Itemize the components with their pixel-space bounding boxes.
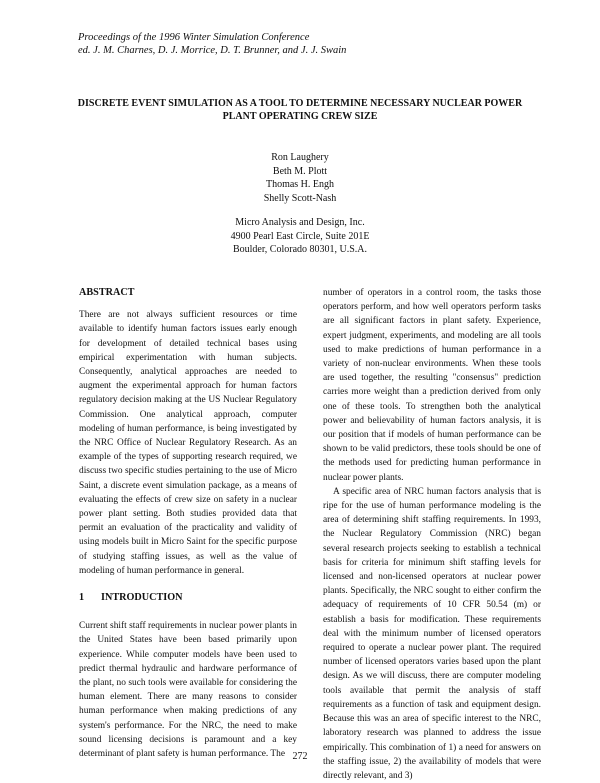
proceedings-editors: ed. J. M. Charnes, D. J. Morrice, D. T. Brunner, and J. J. Swain bbox=[78, 45, 347, 56]
author: Thomas H. Engh bbox=[265, 179, 335, 190]
page-number: 272 bbox=[292, 751, 308, 762]
paper-title-line-2: PLANT OPERATING CREW SIZE bbox=[222, 111, 378, 122]
author: Ron Laughery bbox=[271, 152, 329, 163]
affiliation bbox=[200, 216, 400, 257]
introduction-text: Current shift staff requirements in nuclear power plants in the United States have been based primarily upon experience. While computer models have been used to predict thermal hydraulic and hardware performance of the plant, no such tools were available for considering the human element. There are many reasons to consider human performance when making predictions of any system's performance. For the NRC, the need to make sound licensing decisions is paramount and a key determinant of plant safety is human performance. The bbox=[79, 621, 297, 760]
section-number: 1 bbox=[79, 592, 85, 604]
section-title: INTRODUCTION bbox=[101, 592, 183, 604]
affiliation-street: 4900 Pearl East Circle, Suite 201E bbox=[230, 230, 370, 242]
body-paragraph-1: number of operators in a control room, the tasks those operators perform, and how well operators perform tasks are all significant factors in plant safety. Experience, expert judgment, experiments, and modeling are all tools used to make predictions of human performance in a variety of non-nuclear environments. When these tools are used together, the resulting "consensus" prediction carries more weight than a prediction derived from only one of these tools. To strengthen both the analytical power and believability of human factors analysis, it is our position that if models of human performance can be shown to be valid predictors, these tools should be one of the methods used for predicting human performance in nuclear power plants. bbox=[323, 288, 541, 483]
abstract-text: There are not always sufficient resources or time available to identify human factors issues early enough for development of detailed technical bases using empirical experimentation with human subjects. Consequently, analytical approaches are needed to augment the experimental approach for human factors regulatory decision making at the US Nuclear Regulatory Commission. One analytical approach, computer modeling of human performance, is being investigated by the NRC Office of Nuclear Regulatory Research. As an example of the types of supporting research required, we discuss two specific studies pertaining to the use of Micro Saint, a discrete event simulation package, as a means of evaluating the effects of crew size on safety in a nuclear power plant setting. Both studies provided data that permit an evaluation of the practicality and validity of using models built in Micro Saint for the specific purpose of studying staffing issues, as well as the value of modeling of human performance in general. bbox=[79, 310, 297, 576]
affiliation-company: Micro Analysis and Design, Inc. bbox=[235, 217, 365, 228]
proceedings-title: Proceedings of the 1996 Winter Simulation Conference bbox=[78, 32, 310, 43]
introduction-heading bbox=[79, 591, 297, 605]
paper-title-line-1: DISCRETE EVENT SIMULATION AS A TOOL TO DETERMINE NECESSARY NUCLEAR POWER bbox=[77, 98, 523, 109]
left-column bbox=[79, 286, 297, 761]
author: Beth M. Plott bbox=[272, 165, 328, 177]
author-list bbox=[200, 151, 400, 205]
proceedings-header bbox=[78, 31, 346, 57]
right-column bbox=[323, 286, 541, 783]
paper-title bbox=[60, 97, 540, 123]
author: Shelly Scott-Nash bbox=[263, 192, 337, 204]
affiliation-city: Boulder, Colorado 80301, U.S.A. bbox=[232, 244, 368, 255]
body-paragraph-2: A specific area of NRC human factors analysis that is ripe for the use of human performance modeling is the area of determining shift staffing requirements. In 1993, the Nuclear Regulatory Commission (NRC) began several research projects seeking to establish a technical basis for criteria for minimum shift staffing levels for licensed and non-licensed operators at nuclear power plants. Specifically, the NRC sought to either confirm the adequacy of requirements of 10 CFR 50.54 (m) or establish a basis for modification. These requirements deal with the minimum number of licensed operators required to operate a nuclear power plant. The required number of licensed operators varies based upon the plant design. As we will discuss, there are computer modeling tools available that permit the analysis of staff requirements as a function of task and equipment design. Because this was an area of specific interest to the NRC, laboratory research was planned to address the issue empirically. This combination of 1) a need for answers on the staffing issue, 2) the availability of models that were directly relevant, and 3) bbox=[323, 486, 541, 781]
abstract-heading: ABSTRACT bbox=[79, 287, 135, 298]
